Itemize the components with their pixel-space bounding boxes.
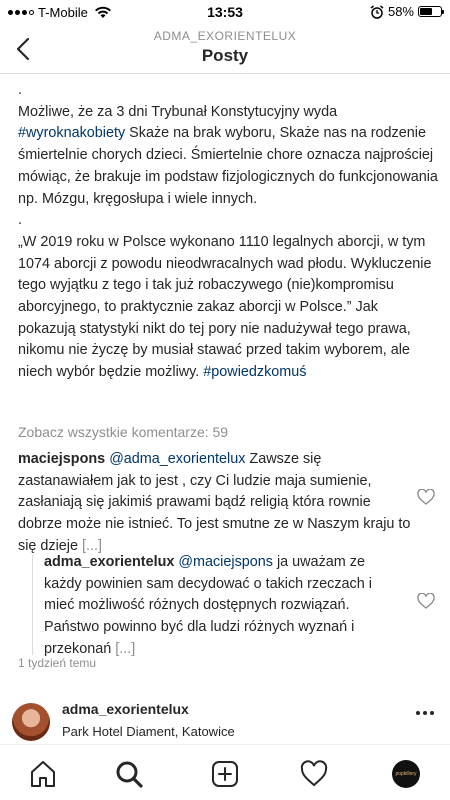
caption-paragraph-2 xyxy=(18,232,438,384)
post-username[interactable]: adma_exorientelux xyxy=(62,701,189,717)
caption-text: Skaże na brak wyboru, Skaże nas na rodzenie śmiertelnie chorych dzieci. Śmiertelnie chore oznacza najprościej mówiąc, że brakuje im podstaw fizjologicznych do funkcjonowania np. Mózgu, kręgosłupa i wiele innych. xyxy=(18,125,438,207)
bottom-tab-bar xyxy=(0,744,450,800)
post-caption xyxy=(18,80,438,384)
nav-bar xyxy=(0,24,450,74)
avatar[interactable] xyxy=(12,703,50,741)
status-bar xyxy=(0,0,450,24)
nav-username: ADMA_EXORIENTELUX xyxy=(153,29,297,43)
comment-more-link[interactable]: [...] xyxy=(115,640,136,657)
hashtag-link[interactable]: #powiedzkomuś xyxy=(203,364,307,381)
comment-text: Zawsze się zastanawiałem jak to jest , czy Ci ludzie maja sumienie, zasłaniają się jakimiś prawami bądź religią która rownie dobrze może nie istnieć. To jest smutne ze w Naszym kraju to się dzieje xyxy=(18,451,411,554)
post-timestamp: 1 tydzień temu xyxy=(18,656,97,670)
more-options-icon[interactable] xyxy=(416,711,434,715)
like-comment-heart-icon[interactable] xyxy=(417,593,435,609)
clock: 13:53 xyxy=(207,4,243,20)
status-right xyxy=(370,4,442,19)
battery-percent: 58% xyxy=(387,4,414,19)
comment-text: ja uważam ze każdy powinien sam decydować o takich rzeczach i mieć możliwość różnych dostępnych rozwiązań. Państwo powinno być dla ludzi różnych wyznań i przekonań xyxy=(44,554,372,657)
post-location[interactable]: Park Hotel Diament, Katowice xyxy=(62,724,235,739)
caption-dot: . xyxy=(18,82,22,98)
like-comment-heart-icon[interactable] xyxy=(417,489,435,505)
caption-dot: . xyxy=(18,212,22,229)
search-icon[interactable] xyxy=(114,759,144,789)
post-content xyxy=(0,75,450,758)
activity-icon[interactable] xyxy=(299,759,329,789)
caption-paragraph-1 xyxy=(18,102,438,211)
profile-avatar[interactable]: popkillery xyxy=(392,760,420,788)
reply-thread-line xyxy=(32,555,33,655)
battery-icon xyxy=(418,6,442,17)
comment-mention[interactable]: @adma_exorientelux xyxy=(109,451,246,467)
new-post-icon[interactable] xyxy=(210,759,240,789)
caption-text: „W 2019 roku w Polsce wykonano 1110 legalnych aborcji, w tym 1074 aborcji z powodu nieodwracalnych wad płodu. Wykluczenie tego wyjątku z tego i tak już robaczywego (nie)kompromisu aborcyjnego, to praktycznie zakaz aborcji w Polsce.” Jak pokazują statystyki nikt do tej pory nie nadużywał tego prawa, nikomu nie życzę by musiał stawać przed takim wyborem, ale niech wybór będzie możliwy. xyxy=(18,233,432,381)
carrier-name: T-Mobile xyxy=(38,5,88,20)
comment-1 xyxy=(18,449,416,558)
comment-username[interactable]: adma_exorientelux xyxy=(44,554,175,570)
comment-username[interactable]: maciejspons xyxy=(18,451,106,467)
view-all-comments-link[interactable]: Zobacz wszystkie komentarze: 59 xyxy=(18,424,229,440)
hashtag-link[interactable]: #wyroknakobiety xyxy=(18,125,126,142)
home-icon[interactable] xyxy=(28,759,58,789)
caption-text: Możliwe, że za 3 dni Trybunał Konstytucyjny wyda xyxy=(18,103,338,120)
alarm-icon xyxy=(370,5,384,19)
comment-2-reply xyxy=(44,552,406,661)
page-title: Posty xyxy=(201,46,249,65)
comment-more-link[interactable]: [...] xyxy=(82,537,102,554)
comment-mention[interactable]: @maciejspons xyxy=(178,554,273,570)
